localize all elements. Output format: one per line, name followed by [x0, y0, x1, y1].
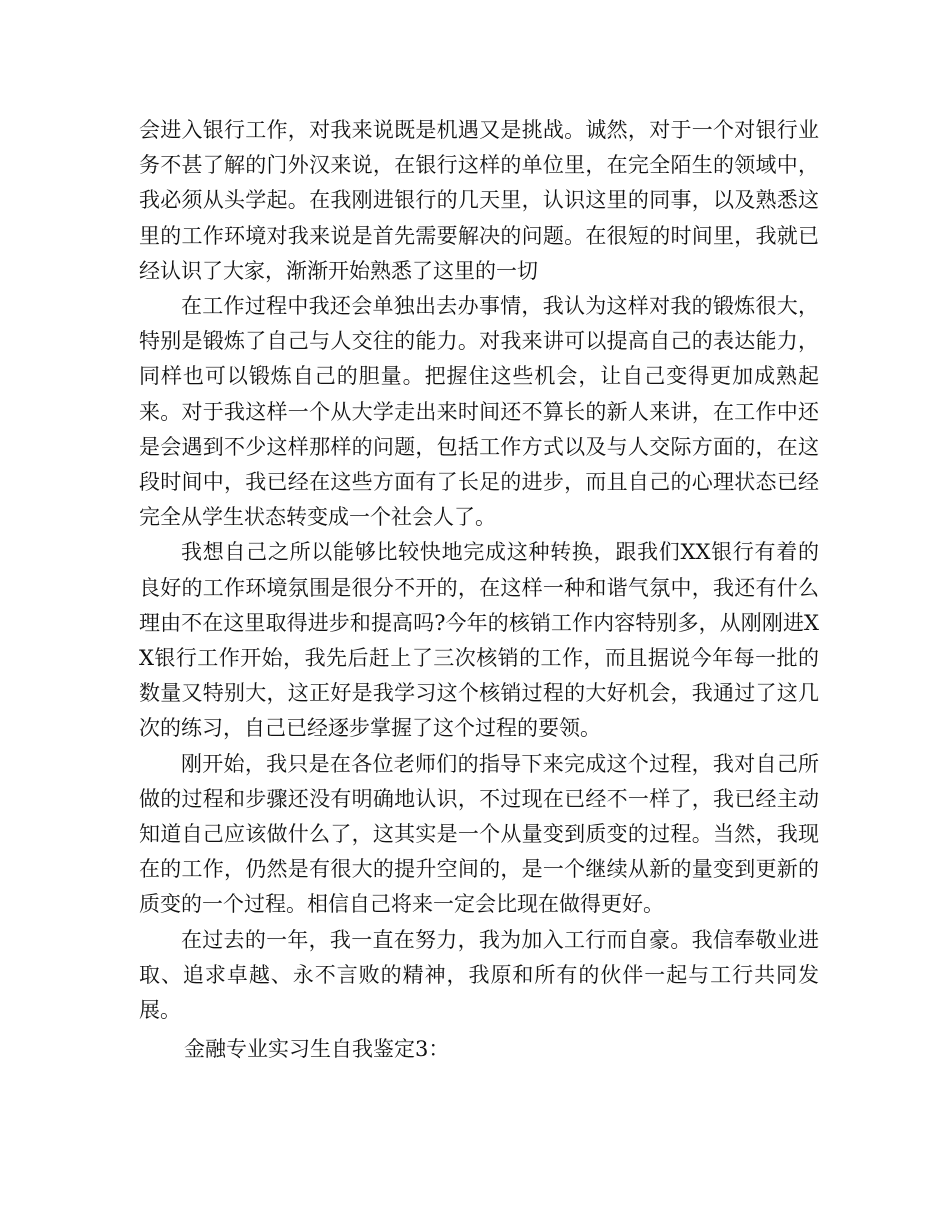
paragraph: 刚开始，我只是在各位老师们的指导下来完成这个过程，我对自己所做的过程和步骤还没有明确地认识，不过现在已经不一样了，我已经主动知道自己应该做什么了，这其实是一个从量变到质变的过程。当然，我现在的工作，仍然是有很大的提升空间的，是一个继续从新的量变到更新的质变的一个过程。相信自己将来一定会比现在做得更好。: [139, 751, 819, 917]
paragraph: 在过去的一年，我一直在努力，我为加入工行而自豪。我信奉敬业进取、追求卓越、永不言败的精神，我原和所有的伙伴一起与工行共同发展。: [139, 927, 819, 1023]
paragraph: 在工作过程中我还会单独出去办事情，我认为这样对我的锻炼很大，特别是锻炼了自己与人交往的能力。对我来讲可以提高自己的表达能力，同样也可以锻炼自己的胆量。把握住这些机会，让自己变得更加成熟起来。对于我这样一个从大学走出来时间还不算长的新人来讲，在工作中还是会遇到不少这样那样的问题，包括工作方式以及与人交际方面的，在这段时间中，我已经在这些方面有了长足的进步，而且自己的心理状态已经完全从学生状态转变成一个社会人了。: [139, 294, 819, 530]
section-heading: 金融专业实习生自我鉴定3：: [184, 1037, 450, 1062]
paragraph-continued: 会进入银行工作，对我来说既是机遇又是挑战。诚然，对于一个对银行业务不甚了解的门外汉来说，在银行这样的单位里，在完全陌生的领域中，我必须从头学起。在我刚进银行的几天里，认识这里的同事，以及熟悉这里的工作环境对我来说是首先需要解决的问题。在很短的时间里，我就已经认识了大家，渐渐开始熟悉了这里的一切: [139, 118, 819, 283]
paragraph: 我想自己之所以能够比较快地完成这种转换，跟我们XX银行有着的良好的工作环境氛围是很分不开的，在这样一种和谐气氛中，我还有什么理由不在这里取得进步和提高吗?今年的核销工作内容特别多，从刚刚进XX银行工作开始，我先后赶上了三次核销的工作，而且据说今年每一批的数量又特别大，这正好是我学习这个核销过程的大好机会，我通过了这几次的练习，自己已经逐步掌握了这个过程的要领。: [139, 540, 819, 741]
document-body: [139, 113, 819, 1067]
